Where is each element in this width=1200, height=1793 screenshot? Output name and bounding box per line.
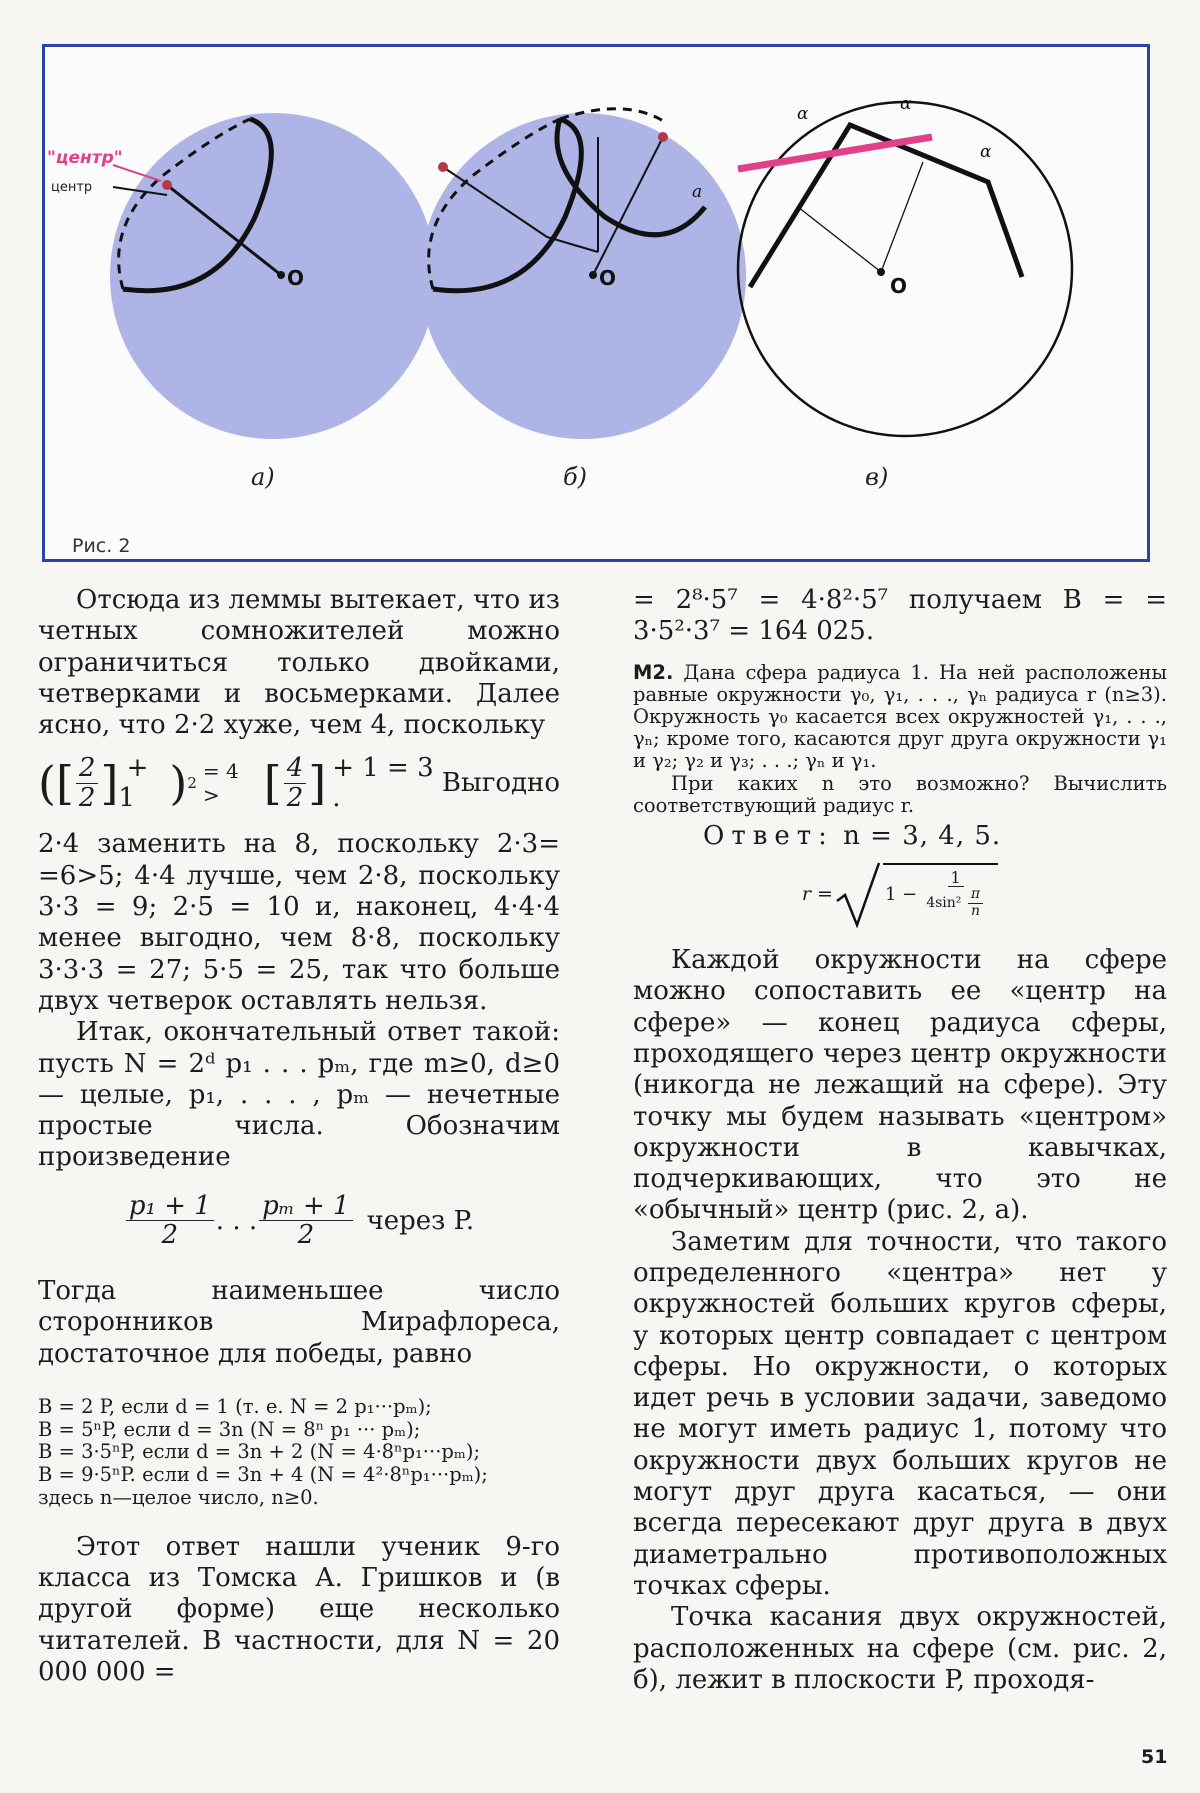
bracket-formula bbox=[38, 753, 560, 813]
r-one: 1 − bbox=[884, 883, 918, 905]
r-num: 1 bbox=[948, 869, 964, 888]
alpha-2: α bbox=[900, 94, 912, 114]
prod-text: через P. bbox=[366, 1205, 475, 1236]
prod-dots: . . . bbox=[215, 1205, 258, 1236]
frac-den: 2 bbox=[297, 1220, 315, 1251]
radius-v2 bbox=[881, 162, 923, 272]
right-column bbox=[633, 585, 1167, 1696]
label-o-b: О bbox=[599, 266, 617, 290]
circle-v bbox=[738, 102, 1072, 436]
alpha-3: α bbox=[980, 142, 992, 162]
answer-value: n = 3, 4, 5. bbox=[843, 821, 1002, 852]
frac-2-2 bbox=[76, 754, 99, 812]
frac-num: 2 bbox=[76, 754, 99, 784]
r-frac bbox=[923, 869, 988, 919]
magenta-chord bbox=[738, 137, 932, 169]
left-column bbox=[38, 585, 560, 1688]
frac-4-2 bbox=[284, 754, 307, 812]
m2-text: Дана сфера радиуса 1. На ней расположены равные окружности γ₀, γ₁, . . ., γₙ радиуса r (n≥3). Окружность γ₀ касается всех окружностей γ₁, . . ., γₙ; кроме того, касаются друг друга окружности γ₁ и γ₂; γ₂ и γ₃; . . .; γₙ и γ₁. bbox=[633, 660, 1167, 773]
product-formula bbox=[38, 1192, 560, 1250]
right-paragraph-1: = 2⁸·5⁷ = 4·8²·5⁷ получаем B = = 3·5²·3⁷ = 164 025. bbox=[633, 585, 1167, 647]
frac-p1 bbox=[126, 1192, 214, 1250]
r-den bbox=[923, 887, 988, 919]
sqrt-body bbox=[883, 863, 998, 919]
frac-pm bbox=[259, 1192, 352, 1250]
right-paragraph-2: Каждой окружности на сфере можно сопоставить ее «центр на сфере» — конец радиуса сферы, проходящего через центр окружности (никогда не лежащий на сфере). Эту точку мы будем называть «центром» окружности в кавычках, подчеркивающих, что это не «обычный» центр (рис. 2, а). bbox=[633, 945, 1167, 1226]
answer-line bbox=[703, 821, 1167, 851]
right-paragraph-3: Заметим для точности, что такого определенного «центра» нет у окружностей больших кругов сферы, у которых центр совпадает с центром сферы. Но окружности, о которых идет речь в условии задачи, заведомо не могут иметь радиус 1, потому что окружности двух больших кругов не могут друг друга касаться, — они всегда пересекают друг друга в двух диаметрально противоположных точках сферы. bbox=[633, 1226, 1167, 1601]
plus-one: + 1 bbox=[118, 753, 149, 814]
answer-word: Ответ: bbox=[703, 821, 834, 852]
case-line: B = 2 P, если d = 1 (т. е. N = 2 p₁···pₘ); bbox=[38, 1394, 432, 1418]
bracket-open-2: [ bbox=[263, 756, 282, 811]
frac-num: 4 bbox=[284, 754, 307, 784]
center-o-v bbox=[877, 268, 885, 276]
square-exp: 2 bbox=[187, 774, 197, 793]
left-paragraph-5: Этот ответ нашли ученик 9-го класса из Томска А. Гришков и (в другой форме) еще несколько читателей. В частности, для N = 20 000 000 = bbox=[38, 1531, 560, 1687]
bracket-open: ([ bbox=[38, 756, 74, 811]
center-o-a bbox=[277, 271, 285, 279]
label-center: центр bbox=[51, 180, 93, 195]
case-line: B = 5ⁿP, если d = 3n (N = 8ⁿ p₁ ··· pₘ); bbox=[38, 1417, 421, 1441]
paren-close: ) bbox=[169, 756, 188, 811]
alpha-4: a bbox=[692, 182, 703, 202]
f1-word: Выгодно bbox=[441, 768, 560, 799]
m2-question: При каких n это возможно? Вычислить соответствующий радиус r. bbox=[633, 771, 1167, 817]
r-n: n bbox=[970, 902, 980, 919]
cases-block bbox=[38, 1396, 560, 1510]
r-pi: π bbox=[968, 887, 983, 903]
radius-v1 bbox=[798, 207, 881, 272]
bracket-close: ] bbox=[100, 756, 119, 811]
frac-den: 2 bbox=[161, 1220, 179, 1251]
frac-num: p₁ + 1 bbox=[126, 1192, 214, 1222]
f1-tail: + 1 = 3 . bbox=[332, 753, 434, 814]
alpha-1: α bbox=[797, 104, 809, 124]
case-line: B = 9·5ⁿP. если d = 3n + 4 (N = 4²·8ⁿp₁···pₘ); bbox=[38, 1463, 488, 1487]
r-den-sin: 4sin² bbox=[926, 895, 962, 912]
bracket-close-2: ] bbox=[308, 756, 327, 811]
point-b2 bbox=[658, 132, 668, 142]
f1-mid: = 4 > bbox=[202, 759, 239, 808]
point-b1 bbox=[438, 162, 448, 172]
frac-num: pₘ + 1 bbox=[259, 1192, 352, 1222]
page-number: 51 bbox=[1141, 1746, 1168, 1768]
case-line: здесь n—целое число, n≥0. bbox=[38, 1486, 319, 1510]
r-eq: r = bbox=[801, 883, 833, 906]
frac-den: 2 bbox=[78, 782, 96, 813]
right-paragraph-4: Точка касания двух окружностей, расположенных на сфере (см. рис. 2, б), лежит в плоскости P, проходя- bbox=[633, 1602, 1167, 1695]
center-o-b bbox=[589, 271, 597, 279]
radius-formula bbox=[633, 859, 1167, 929]
label-center-quoted: "центр" bbox=[47, 148, 123, 168]
m2-label: М2. bbox=[633, 660, 674, 684]
point-a bbox=[162, 180, 172, 190]
sqrt-sign bbox=[833, 859, 883, 929]
figure-caption: Рис. 2 bbox=[72, 535, 131, 557]
left-paragraph-1: Отсюда из леммы вытекает, что из четных сомножителей можно ограничиться только двойками, четверками и восьмерками. Далее ясно, что 2·2 хуже, чем 4, поскольку bbox=[38, 585, 560, 741]
figure-2-drawing bbox=[45, 47, 1147, 559]
sub-label-a: а) bbox=[251, 463, 275, 491]
left-paragraph-4: Тогда наименьшее число сторонников Мирафлореса, достаточное для победы, равно bbox=[38, 1275, 560, 1369]
sub-label-v: в) bbox=[865, 463, 889, 491]
left-paragraph-3: Итак, окончательный ответ такой: пусть N = 2ᵈ p₁ . . . pₘ, где m≥0, d≥0 — целые, p₁, . . . , pₘ — нечетные простые числа. Обозначим произведение bbox=[38, 1017, 560, 1173]
label-o-a: О bbox=[287, 266, 305, 290]
frac-den: 2 bbox=[286, 782, 304, 813]
problem-m2 bbox=[633, 662, 1167, 773]
label-o-v: О bbox=[890, 274, 908, 298]
left-paragraph-2: 2·4 заменить на 8, поскольку 2·3= =6>5; 4·4 лучше, чем 2·8, поскольку 3·3 = 9; 2·5 = 10 и, наконец, 4·4·4 менее выгодно, чем 8·8, поскольку 3·3·3 = 27; 5·5 = 25, так что больше двух четверок оставлять нельзя. bbox=[38, 829, 560, 1016]
figure-2 bbox=[42, 44, 1150, 562]
r-pi-frac bbox=[968, 887, 983, 919]
case-line: B = 3·5ⁿP, если d = 3n + 2 (N = 4·8ⁿp₁···pₘ); bbox=[38, 1440, 481, 1464]
sub-label-b: б) bbox=[563, 463, 588, 491]
